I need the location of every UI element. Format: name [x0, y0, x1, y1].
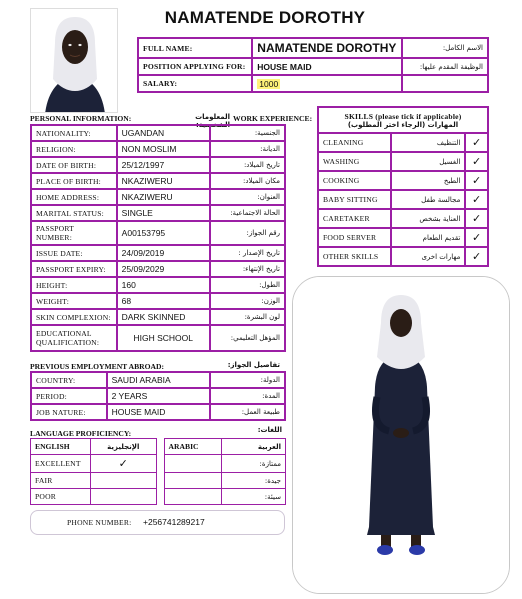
- employment-value: HOUSE MAID: [107, 404, 210, 420]
- skill-check-icon: ✓: [465, 228, 488, 247]
- personal-info-row: [31, 157, 285, 173]
- language-gap: [156, 473, 164, 489]
- portrait-figure: [31, 9, 118, 113]
- phone-label: PHONE NUMBER:: [67, 518, 132, 527]
- personal-info-ar: الديانة:: [210, 141, 285, 157]
- personal-info-value: NKAZIWERU: [117, 173, 210, 189]
- personal-info-row: [31, 293, 285, 309]
- personal-info-label: HEIGHT:: [31, 277, 117, 293]
- personal-info-label: EDUCATIONAL QUALIFICATION:: [31, 325, 117, 351]
- skill-label: CARETAKER: [318, 209, 391, 228]
- employment-label: COUNTRY:: [31, 372, 107, 388]
- full-name-ar: الاسم الكامل:: [402, 38, 488, 58]
- personal-info-value: A00153795: [117, 221, 210, 245]
- language-row: [31, 473, 286, 489]
- personal-info-row: [31, 221, 285, 245]
- personal-info-value: SINGLE: [117, 205, 210, 221]
- arabic-level-check-icon: [164, 473, 222, 489]
- phone-value: +256741289217: [143, 517, 205, 527]
- personal-info-rows: [31, 125, 285, 351]
- personal-info-label: NATIONALITY:: [31, 125, 117, 141]
- arabic-header-ar: العربية: [222, 439, 286, 455]
- personal-info-title: PERSONAL INFORMATION:: [30, 114, 132, 123]
- personal-info-ar: رقم الجواز:: [210, 221, 285, 245]
- english-header-ar: الإنجليزية: [90, 439, 156, 455]
- employment-row: [31, 404, 285, 420]
- employment-ar: المدة:: [210, 388, 285, 404]
- employment-rows: [31, 372, 285, 420]
- skill-label: COOKING: [318, 171, 391, 190]
- employment-row: [31, 388, 285, 404]
- employment-title-ar: تفاصيل الجواز:: [227, 361, 280, 369]
- english-level-check-icon: ✓: [90, 455, 156, 473]
- personal-info-label: ISSUE DATE:: [31, 245, 117, 261]
- employment-ar: الدولة:: [210, 372, 285, 388]
- personal-info-row: [31, 125, 285, 141]
- english-level-check-icon: [90, 489, 156, 505]
- personal-info-value: 25/12/1997: [117, 157, 210, 173]
- personal-info-value: UGANDAN: [117, 125, 210, 141]
- skill-row: [318, 247, 488, 266]
- personal-info-row: [31, 141, 285, 157]
- header-table: [137, 37, 489, 93]
- personal-info-ar: الجنسية:: [210, 125, 285, 141]
- personal-info-ar: لون البشرة:: [210, 309, 285, 325]
- skill-row: [318, 209, 488, 228]
- personal-info-ar: تاريخ الإصدار :: [210, 245, 285, 261]
- skill-label-ar: تقديم الطعام: [391, 228, 466, 247]
- salary-ar-empty: [402, 75, 488, 92]
- skill-check-icon: ✓: [465, 152, 488, 171]
- personal-info-value: HIGH SCHOOL: [117, 325, 210, 351]
- skill-row: [318, 190, 488, 209]
- skill-row: [318, 133, 488, 152]
- personal-info-row: [31, 189, 285, 205]
- personal-info-ar: الوزن:: [210, 293, 285, 309]
- skill-check-icon: ✓: [465, 133, 488, 152]
- personal-info-row: [31, 261, 285, 277]
- skill-label: OTHER SKILLS: [318, 247, 391, 266]
- personal-info-ar: العنوان:: [210, 189, 285, 205]
- personal-info-label: MARITAL STATUS:: [31, 205, 117, 221]
- language-level-ar: ممتازة:: [222, 455, 286, 473]
- position-label: POSITION APPLYING FOR:: [138, 58, 252, 75]
- english-header: ENGLISH: [31, 439, 91, 455]
- salary-cell: [252, 75, 401, 92]
- arabic-level-check-icon: [164, 489, 222, 505]
- personal-info-table: [30, 124, 286, 352]
- personal-info-label: DATE OF BIRTH:: [31, 157, 117, 173]
- skill-label-ar: الطبخ: [391, 171, 466, 190]
- personal-info-row: [31, 277, 285, 293]
- personal-info-value: 25/09/2029: [117, 261, 210, 277]
- skill-check-icon: ✓: [465, 190, 488, 209]
- skill-label: BABY SITTING: [318, 190, 391, 209]
- personal-info-value: 160: [117, 277, 210, 293]
- employment-label: JOB NATURE:: [31, 404, 107, 420]
- skills-rows: [318, 133, 488, 266]
- personal-info-value: DARK SKINNED: [117, 309, 210, 325]
- candidate-name: NAMATENDE DOROTHY: [164, 8, 366, 27]
- personal-info-ar: تاريخ الميلاد:: [210, 157, 285, 173]
- personal-info-ar: الطول:: [210, 277, 285, 293]
- skill-check-icon: ✓: [465, 209, 488, 228]
- position-value: HOUSE MAID: [252, 58, 401, 75]
- personal-info-ar: مكان الميلاد:: [210, 173, 285, 189]
- skill-label: FOOD SERVER: [318, 228, 391, 247]
- personal-info-ar: المؤهل التعليمي:: [210, 325, 285, 351]
- employment-label: PERIOD:: [31, 388, 107, 404]
- personal-info-value: NKAZIWERU: [117, 189, 210, 205]
- personal-info-value: 68: [117, 293, 210, 309]
- arabic-level-check-icon: [164, 455, 222, 473]
- skill-check-icon: ✓: [465, 247, 488, 266]
- language-level-label: FAIR: [31, 473, 91, 489]
- personal-info-label: PASSPORT NUMBER:: [31, 221, 117, 245]
- skill-label: CLEANING: [318, 133, 391, 152]
- phone-box: [30, 510, 285, 535]
- skill-label-ar: مهارات اخرى: [391, 247, 466, 266]
- personal-info-value: NON MOSLIM: [117, 141, 210, 157]
- salary-label: SALARY:: [138, 75, 252, 92]
- personal-info-label: WEIGHT:: [31, 293, 117, 309]
- skill-label-ar: التنظيف: [391, 133, 466, 152]
- skill-label-ar: الغسيل: [391, 152, 466, 171]
- skill-label: WASHING: [318, 152, 391, 171]
- skill-label-ar: مجالسة طفل: [391, 190, 466, 209]
- personal-info-label: RELIGION:: [31, 141, 117, 157]
- full-name-label: FULL NAME:: [138, 38, 252, 58]
- personal-info-row: [31, 173, 285, 189]
- skills-header: [318, 107, 488, 133]
- position-ar: الوظيفة المقدم عليها:: [402, 58, 488, 75]
- work-experience-title: WORK EXPERIENCE:: [233, 114, 313, 123]
- skills-title: SKILLS (please tick if applicable): [344, 111, 462, 121]
- full-body-figure: [293, 277, 510, 594]
- employment-ar: طبيعة العمل:: [210, 404, 285, 420]
- language-level-label: POOR: [31, 489, 91, 505]
- personal-info-label: PLACE OF BIRTH:: [31, 173, 117, 189]
- personal-info-row: [31, 325, 285, 351]
- language-level-ar: سيئة:: [222, 489, 286, 505]
- skills-table: [317, 106, 489, 267]
- skill-row: [318, 228, 488, 247]
- personal-info-label: PASSPORT EXPIRY:: [31, 261, 117, 277]
- employment-table: [30, 371, 286, 421]
- salary-value: 1000: [259, 78, 279, 89]
- language-level-label: EXCELLENT: [31, 455, 91, 473]
- english-level-check-icon: [90, 473, 156, 489]
- personal-info-ar: الحالة الاجتماعية:: [210, 205, 285, 221]
- personal-info-row: [31, 205, 285, 221]
- personal-info-ar: تاريخ الإنتهاء:: [210, 261, 285, 277]
- language-title: LANGUAGE PROFICIENCY:: [30, 429, 132, 438]
- full-body-photo: [292, 276, 510, 594]
- language-gap: [156, 455, 164, 473]
- full-name-value: NAMATENDE DOROTHY: [252, 38, 401, 58]
- personal-info-value: 24/09/2019: [117, 245, 210, 261]
- employment-value: 2 YEARS: [107, 388, 210, 404]
- language-table: [30, 438, 286, 505]
- language-gap: [156, 439, 164, 455]
- arabic-header: ARABIC: [164, 439, 222, 455]
- language-level-ar: جيدة:: [222, 473, 286, 489]
- language-title-ar: اللغات:: [257, 426, 282, 434]
- language-rows: [31, 455, 286, 505]
- employment-value: SAUDI ARABIA: [107, 372, 210, 388]
- skill-row: [318, 152, 488, 171]
- employment-title: PREVIOUS EMPLOYMENT ABROAD:: [30, 362, 165, 371]
- skills-title-ar: المهارات (الرجاء اختر المطلوب): [347, 120, 459, 129]
- personal-info-row: [31, 245, 285, 261]
- language-row: [31, 455, 286, 473]
- personal-info-label: SKIN COMPLEXION:: [31, 309, 117, 325]
- portrait-photo: [30, 8, 118, 113]
- personal-info-title-ar: المعلومات الشخصية:: [195, 113, 230, 129]
- skill-row: [318, 171, 488, 190]
- skill-check-icon: ✓: [465, 171, 488, 190]
- skill-label-ar: العناية بشخص: [391, 209, 466, 228]
- personal-info-row: [31, 309, 285, 325]
- language-gap: [156, 489, 164, 505]
- personal-info-label: HOME ADDRESS:: [31, 189, 117, 205]
- language-row: [31, 489, 286, 505]
- employment-row: [31, 372, 285, 388]
